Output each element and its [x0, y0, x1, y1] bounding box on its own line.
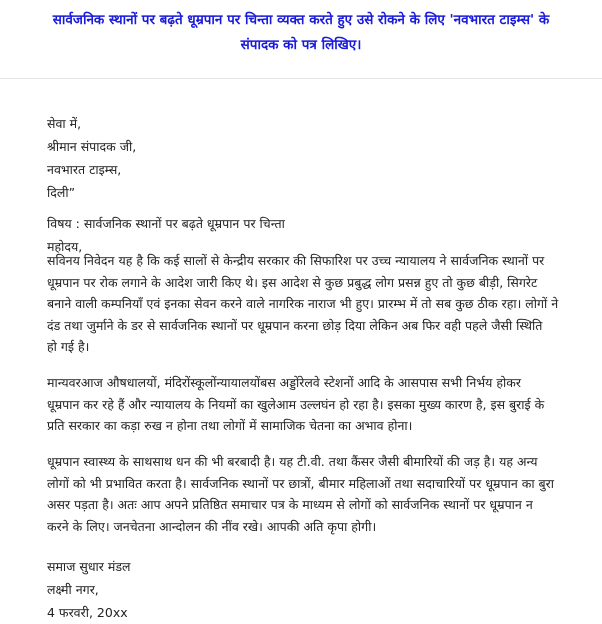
paragraph-line: दंड तथा जुर्माने के डर से सार्वजनिक स्थानों पर धूम्रपान करना छोड़ दिया लेकिन अब फिर वही पहले जैसी स्थिति — [47, 317, 543, 333]
sender-name: समाज सुधार मंडल — [47, 559, 131, 574]
heading-divider — [0, 78, 602, 79]
recipient-address — [47, 112, 587, 204]
sender-closing — [47, 555, 587, 624]
paragraph-line: हो गई है। — [47, 339, 90, 354]
paragraph-line: धूम्रपान स्वास्थ्य के साथसाथ धन की भी बरबादी है। यह टी.वी. तथा कैंसर जैसी बीमारियों की जड़ है। यह अन्य — [47, 454, 538, 469]
body-paragraph-1 — [47, 250, 587, 358]
paragraph-line: धूम्रपान पर रोक लगाने के आदेश जारी किए थे। इस आदेश से कुछ प्रबुद्ध लोग प्रसन्न हुए तो कुछ बीड़ी, सिगरेट — [47, 274, 538, 290]
paragraph-line: लोगों को भी प्रभावित करता है। सार्वजनिक स्थानों पर छात्रों, बीमार महिलाओं तथा सदाचारियों पर धूम्रपान का बुरा — [47, 475, 555, 491]
heading-line-2: संपादक को पत्र लिखिए। — [240, 37, 362, 53]
subject-line: विषय : सार्वजनिक स्थानों पर बढ़ते धूम्रपान पर चिन्ता — [47, 216, 285, 231]
paragraph-line: धूम्रपान कर रहे हैं और न्यायालय के नियमों का खुलेआम उल्लघंन हो रहा है। इसका मुख्य कारण है, इस बुराई के — [47, 396, 545, 412]
body-paragraph-2 — [47, 372, 587, 437]
address-line: सेवा में, — [47, 116, 82, 131]
heading-line-1: सार्वजनिक स्थानों पर बढ़ते धूम्रपान पर चिन्ता व्यक्त करते हुए उसे रोकने के लिए 'नवभारत टाइम्स' के — [52, 12, 550, 28]
salutation: महोदय, — [47, 239, 83, 254]
address-line: श्रीमान संपादक जी, — [47, 139, 137, 154]
paragraph-line: असर पड़ता है। अतः आप अपने प्रतिष्ठित समाचार पत्र के माध्यम से लोगों को सार्वजनिक स्थानों पर धूम्रपान न — [47, 497, 533, 512]
paragraph-line: सविनय निवेदन यह है कि कई सालों से केन्द्रीय सरकार की सिफारिश पर उच्च न्यायालय ने सार्वजनिक स्थानों पर — [47, 253, 545, 268]
paragraph-line: बनाने वाली कम्पनियाँ एवं इनका सेवन करने वाले नागरिक नाराज भी हुए। प्रारम्भ में तो सब कुछ ठीक रहा। लोगों ने — [47, 296, 559, 311]
paragraph-line: करने के लिए। जनचेतना आन्दोलन की नींव रखे। आपकी अति कृपा होगी। — [47, 518, 377, 534]
address-line: दिली” — [47, 185, 76, 200]
body-paragraph-3 — [47, 451, 587, 537]
sender-location: लक्ष्मी नगर, — [47, 582, 99, 597]
letter-date: 4 फरवरी, 20xx — [47, 605, 128, 620]
address-line: नवभारत टाइम्स, — [47, 162, 122, 177]
question-heading — [24, 8, 578, 58]
paragraph-line: प्रति सरकार का कड़ा रुख न होना तथा लोगों में सामाजिक चेतना का अभाव होना। — [47, 418, 413, 433]
paragraph-line: मान्यवरआज औषधालयों, मंदिरोंस्कूलोंन्यायालयोंबस अड्डोंरेलवे स्टेशनों आदि के आसपास सभी निर्भय होकर — [47, 375, 521, 390]
